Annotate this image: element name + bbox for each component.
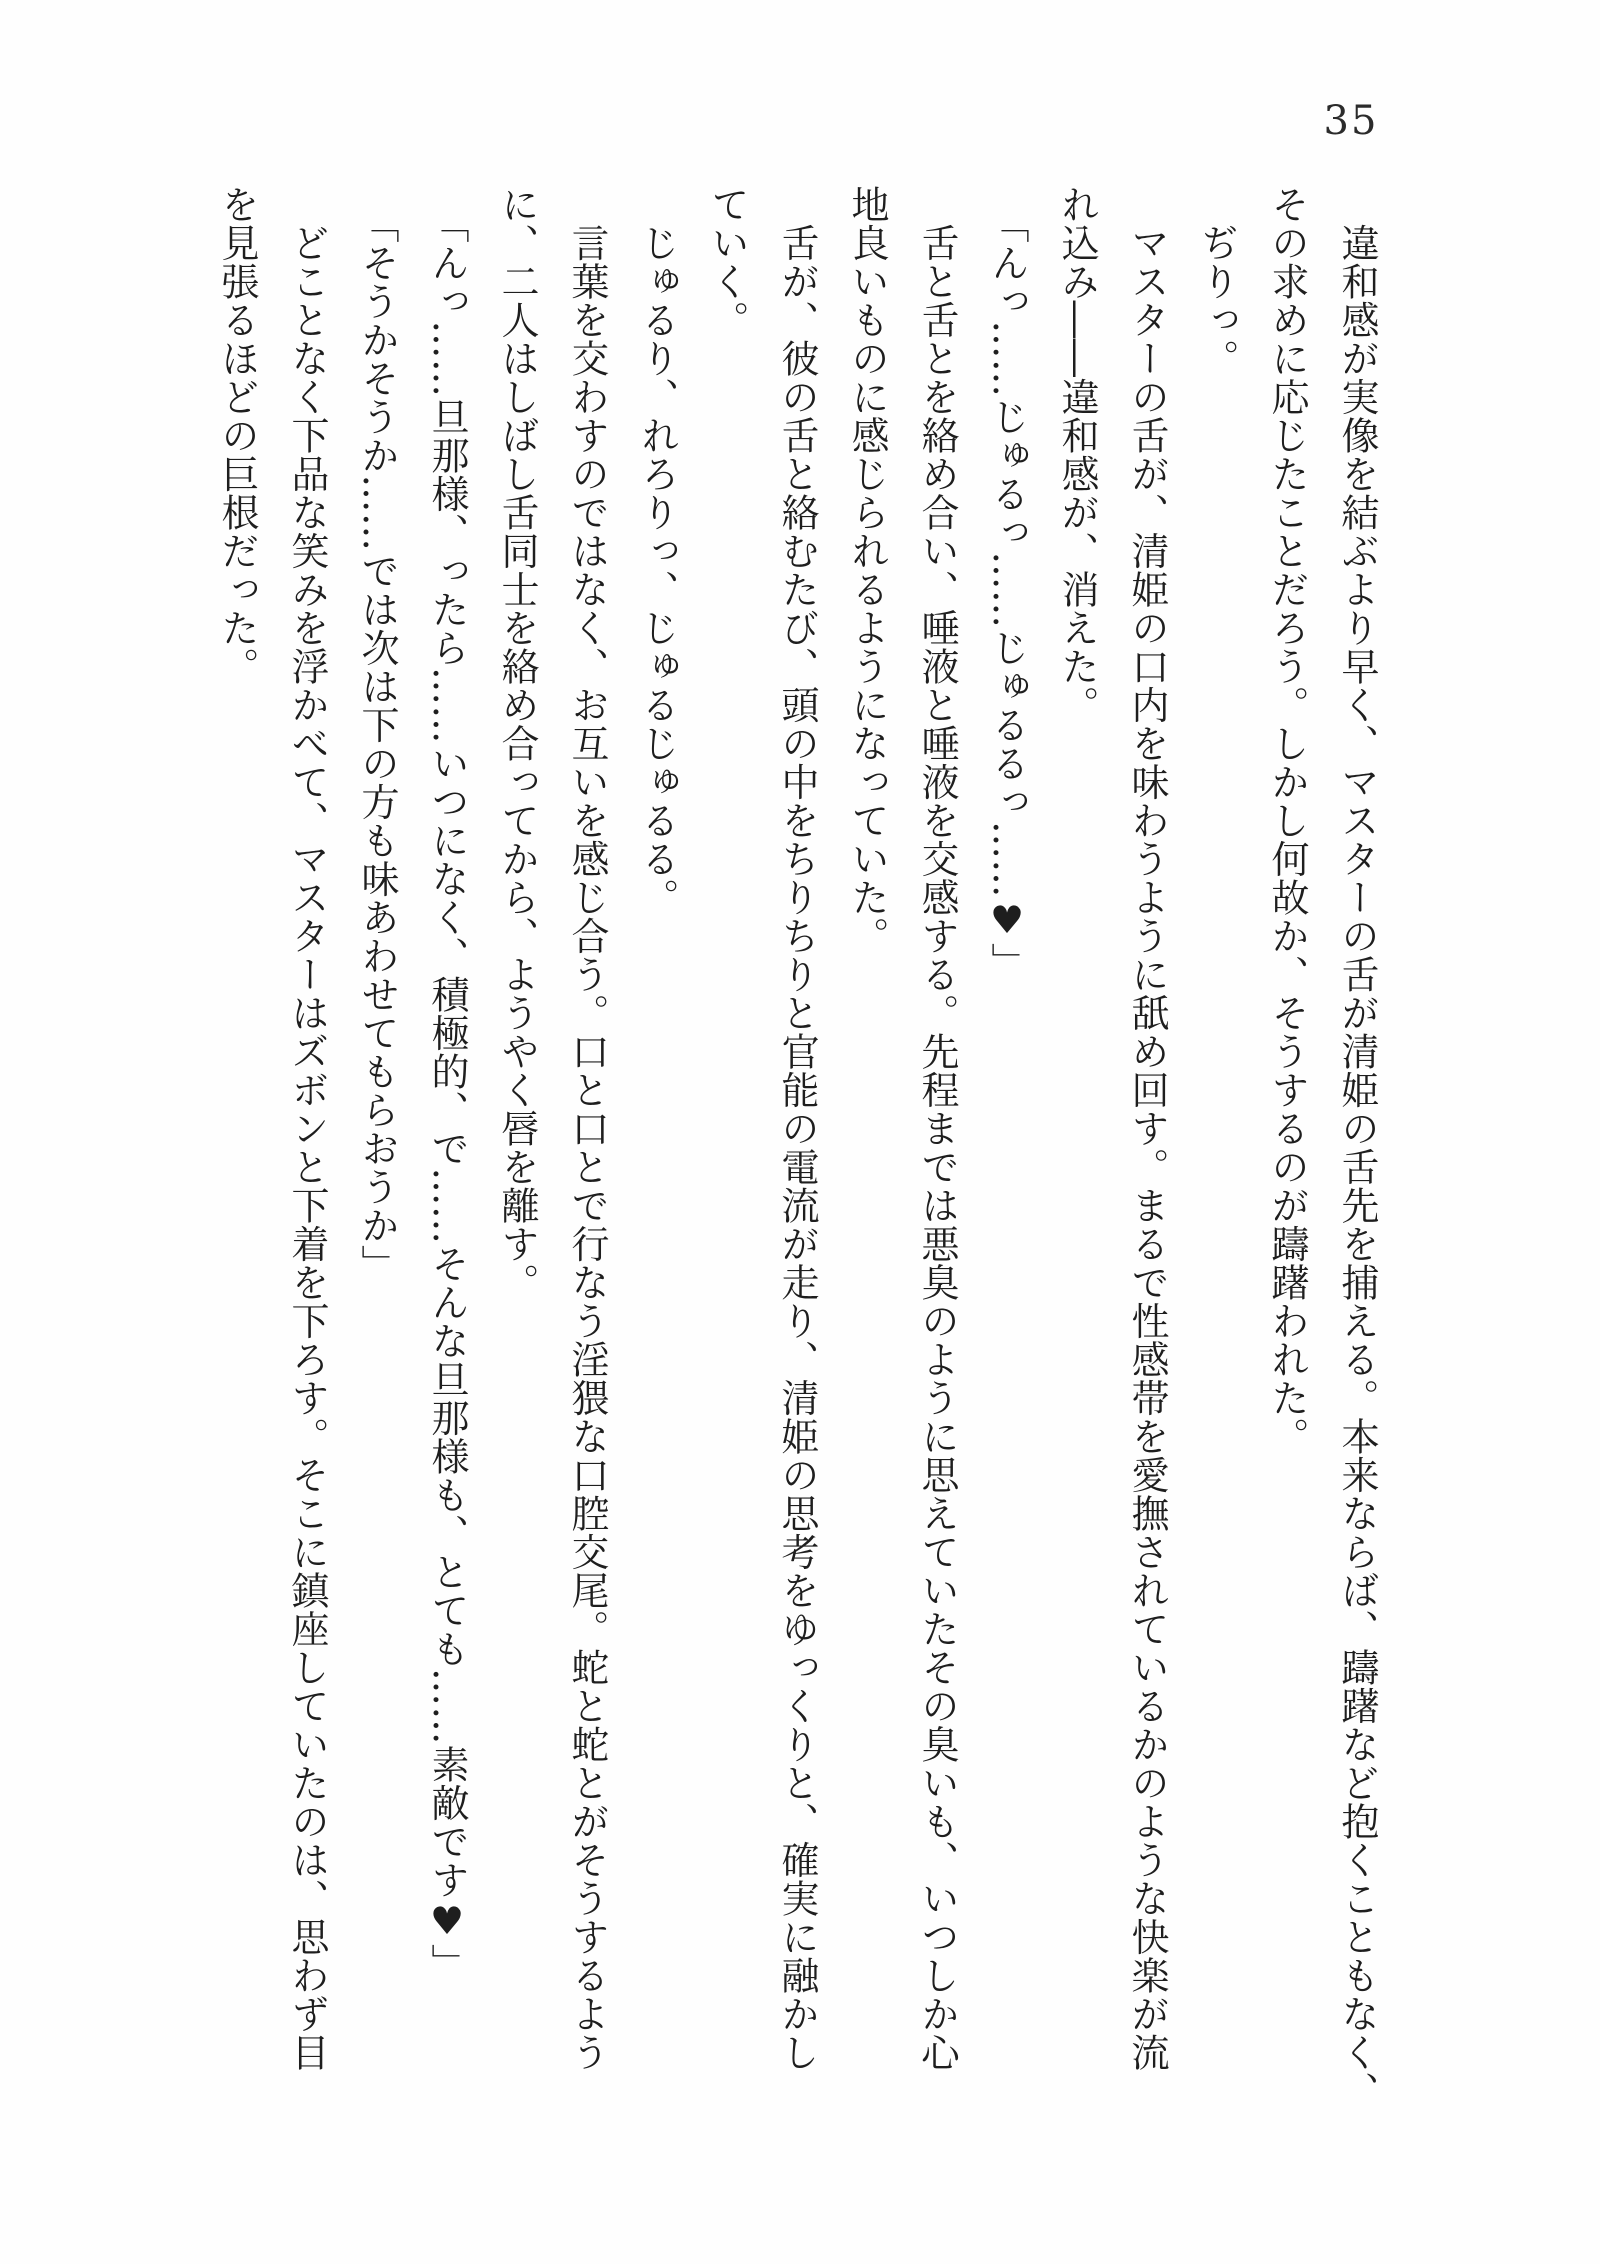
page-number: 35 [1323, 98, 1379, 144]
text-line-2: その求めに応じたことだろう。しかし何故か、そうするのが躊躇われた。 [1265, 185, 1309, 1456]
text-line-1: 違和感が実像を結ぶより早く、マスターの舌が清姫の舌先を捕える。本来ならば、躊躇など抱くこともなく、 [1335, 185, 1379, 2110]
text-line-13: に、二人はしばし舌同士を絡め合ってから、ようやく唇を離す。 [495, 185, 539, 1302]
text-line-11: じゅるり、れろりっ、じゅるじゅるる。 [635, 185, 679, 917]
text-line-15: 「そうかそうか……では次は下の方も味あわせてもらおうか」 [355, 205, 399, 1283]
text-block [202, 185, 1392, 2115]
text-line-9: 舌が、彼の舌と絡むたび、頭の中をちりちりと官能の電流が走り、清姫の思考をゆっくりと、確実に融かし [775, 185, 819, 2072]
text-line-10: ていく。 [705, 185, 749, 339]
text-line-8: 地良いものに感じられるようになっていた。 [845, 185, 889, 955]
text-line-14: 「んっ……旦那様、ったら……いつになく、積極的、で……そんな旦那様も、とても……素敵です♥」 [425, 205, 469, 1982]
text-line-4: マスターの舌が、清姫の口内を味わうように舐め回す。まるで性感帯を愛撫されているかのような快楽が流 [1125, 185, 1169, 2072]
text-line-16: どことなく下品な笑みを浮かべて、マスターはズボンと下着を下ろす。そこに鎮座していたのは、思わず目 [285, 185, 329, 2072]
text-line-6: 「んっ……じゅるっ……じゅるるっ……♥」 [985, 205, 1029, 981]
text-line-7: 舌と舌とを絡め合い、唾液と唾液を交感する。先程までは悪臭のように思えていたその臭いも、いつしか心 [915, 185, 959, 2072]
text-line-12: 言葉を交わすのではなく、お互いを感じ合う。口と口とで行なう淫猥な口腔交尾。蛇と蛇とがそうするよう [565, 185, 609, 2072]
text-line-5: れ込み――違和感が、消えた。 [1055, 185, 1099, 724]
text-line-3: ぢりっ。 [1195, 185, 1239, 378]
text-line-17: を見張るほどの巨根だった。 [215, 185, 259, 686]
